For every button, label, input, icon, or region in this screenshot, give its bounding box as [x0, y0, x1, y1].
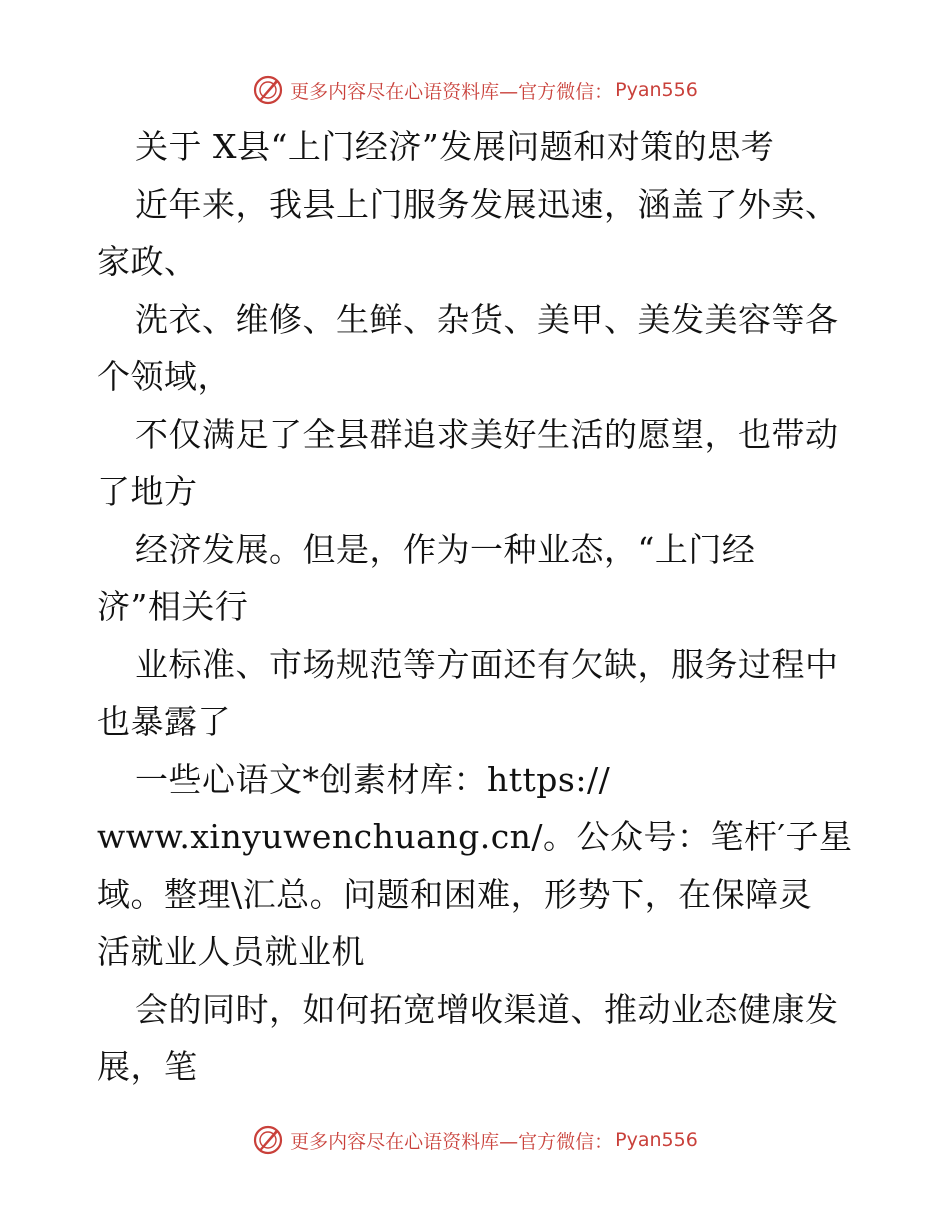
text-line: 会的同时，如何拓宽增收渠道、推动业态健康发 — [135, 989, 839, 1029]
text-line: 展，笔 — [97, 1047, 198, 1086]
watermark-text: 更多内容尽在心语资料库—官方微信： — [290, 1130, 614, 1153]
text-line: 不仅满足了全县群追求美好生活的愿望，也带动 — [135, 414, 839, 454]
text-line: 家政、 — [97, 242, 198, 281]
document-body — [97, 118, 877, 1096]
text-line: 也暴露了 — [97, 702, 231, 741]
watermark-wechat-id: Pyan556 — [615, 1129, 698, 1151]
text-line: 一些心语文*创素材库：https:// — [135, 759, 611, 799]
text-line: 活就业人员就业机 — [97, 932, 365, 971]
text-line: www.xinyuwenchuang.cn/。公众号：笔杆′子星 — [97, 817, 853, 856]
text-line: 了地方 — [97, 472, 198, 511]
quill-logo-icon — [252, 74, 284, 106]
header-watermark — [0, 70, 950, 110]
text-line: 业标准、市场规范等方面还有欠缺，服务过程中 — [135, 644, 839, 684]
watermark-text: 更多内容尽在心语资料库—官方微信： — [290, 80, 614, 103]
text-line: 个领域， — [97, 357, 231, 396]
text-line: 近年来，我县上门服务发展迅速，涵盖了外卖、 — [135, 184, 839, 224]
document-title: 关于 X县“上门经济”发展问题和对策的思考 — [135, 127, 775, 166]
watermark-wechat-id: Pyan556 — [615, 79, 698, 101]
text-line: 济”相关行 — [97, 587, 249, 626]
text-line: 洗衣、维修、生鲜、杂货、美甲、美发美容等各 — [135, 299, 839, 339]
quill-logo-icon — [252, 1124, 284, 1156]
footer-watermark — [0, 1120, 950, 1160]
text-line: 域。整理\汇总。问题和困难，形势下，在保障灵 — [97, 874, 813, 914]
text-line: 经济发展。但是，作为一种业态，“上门经 — [135, 529, 756, 569]
